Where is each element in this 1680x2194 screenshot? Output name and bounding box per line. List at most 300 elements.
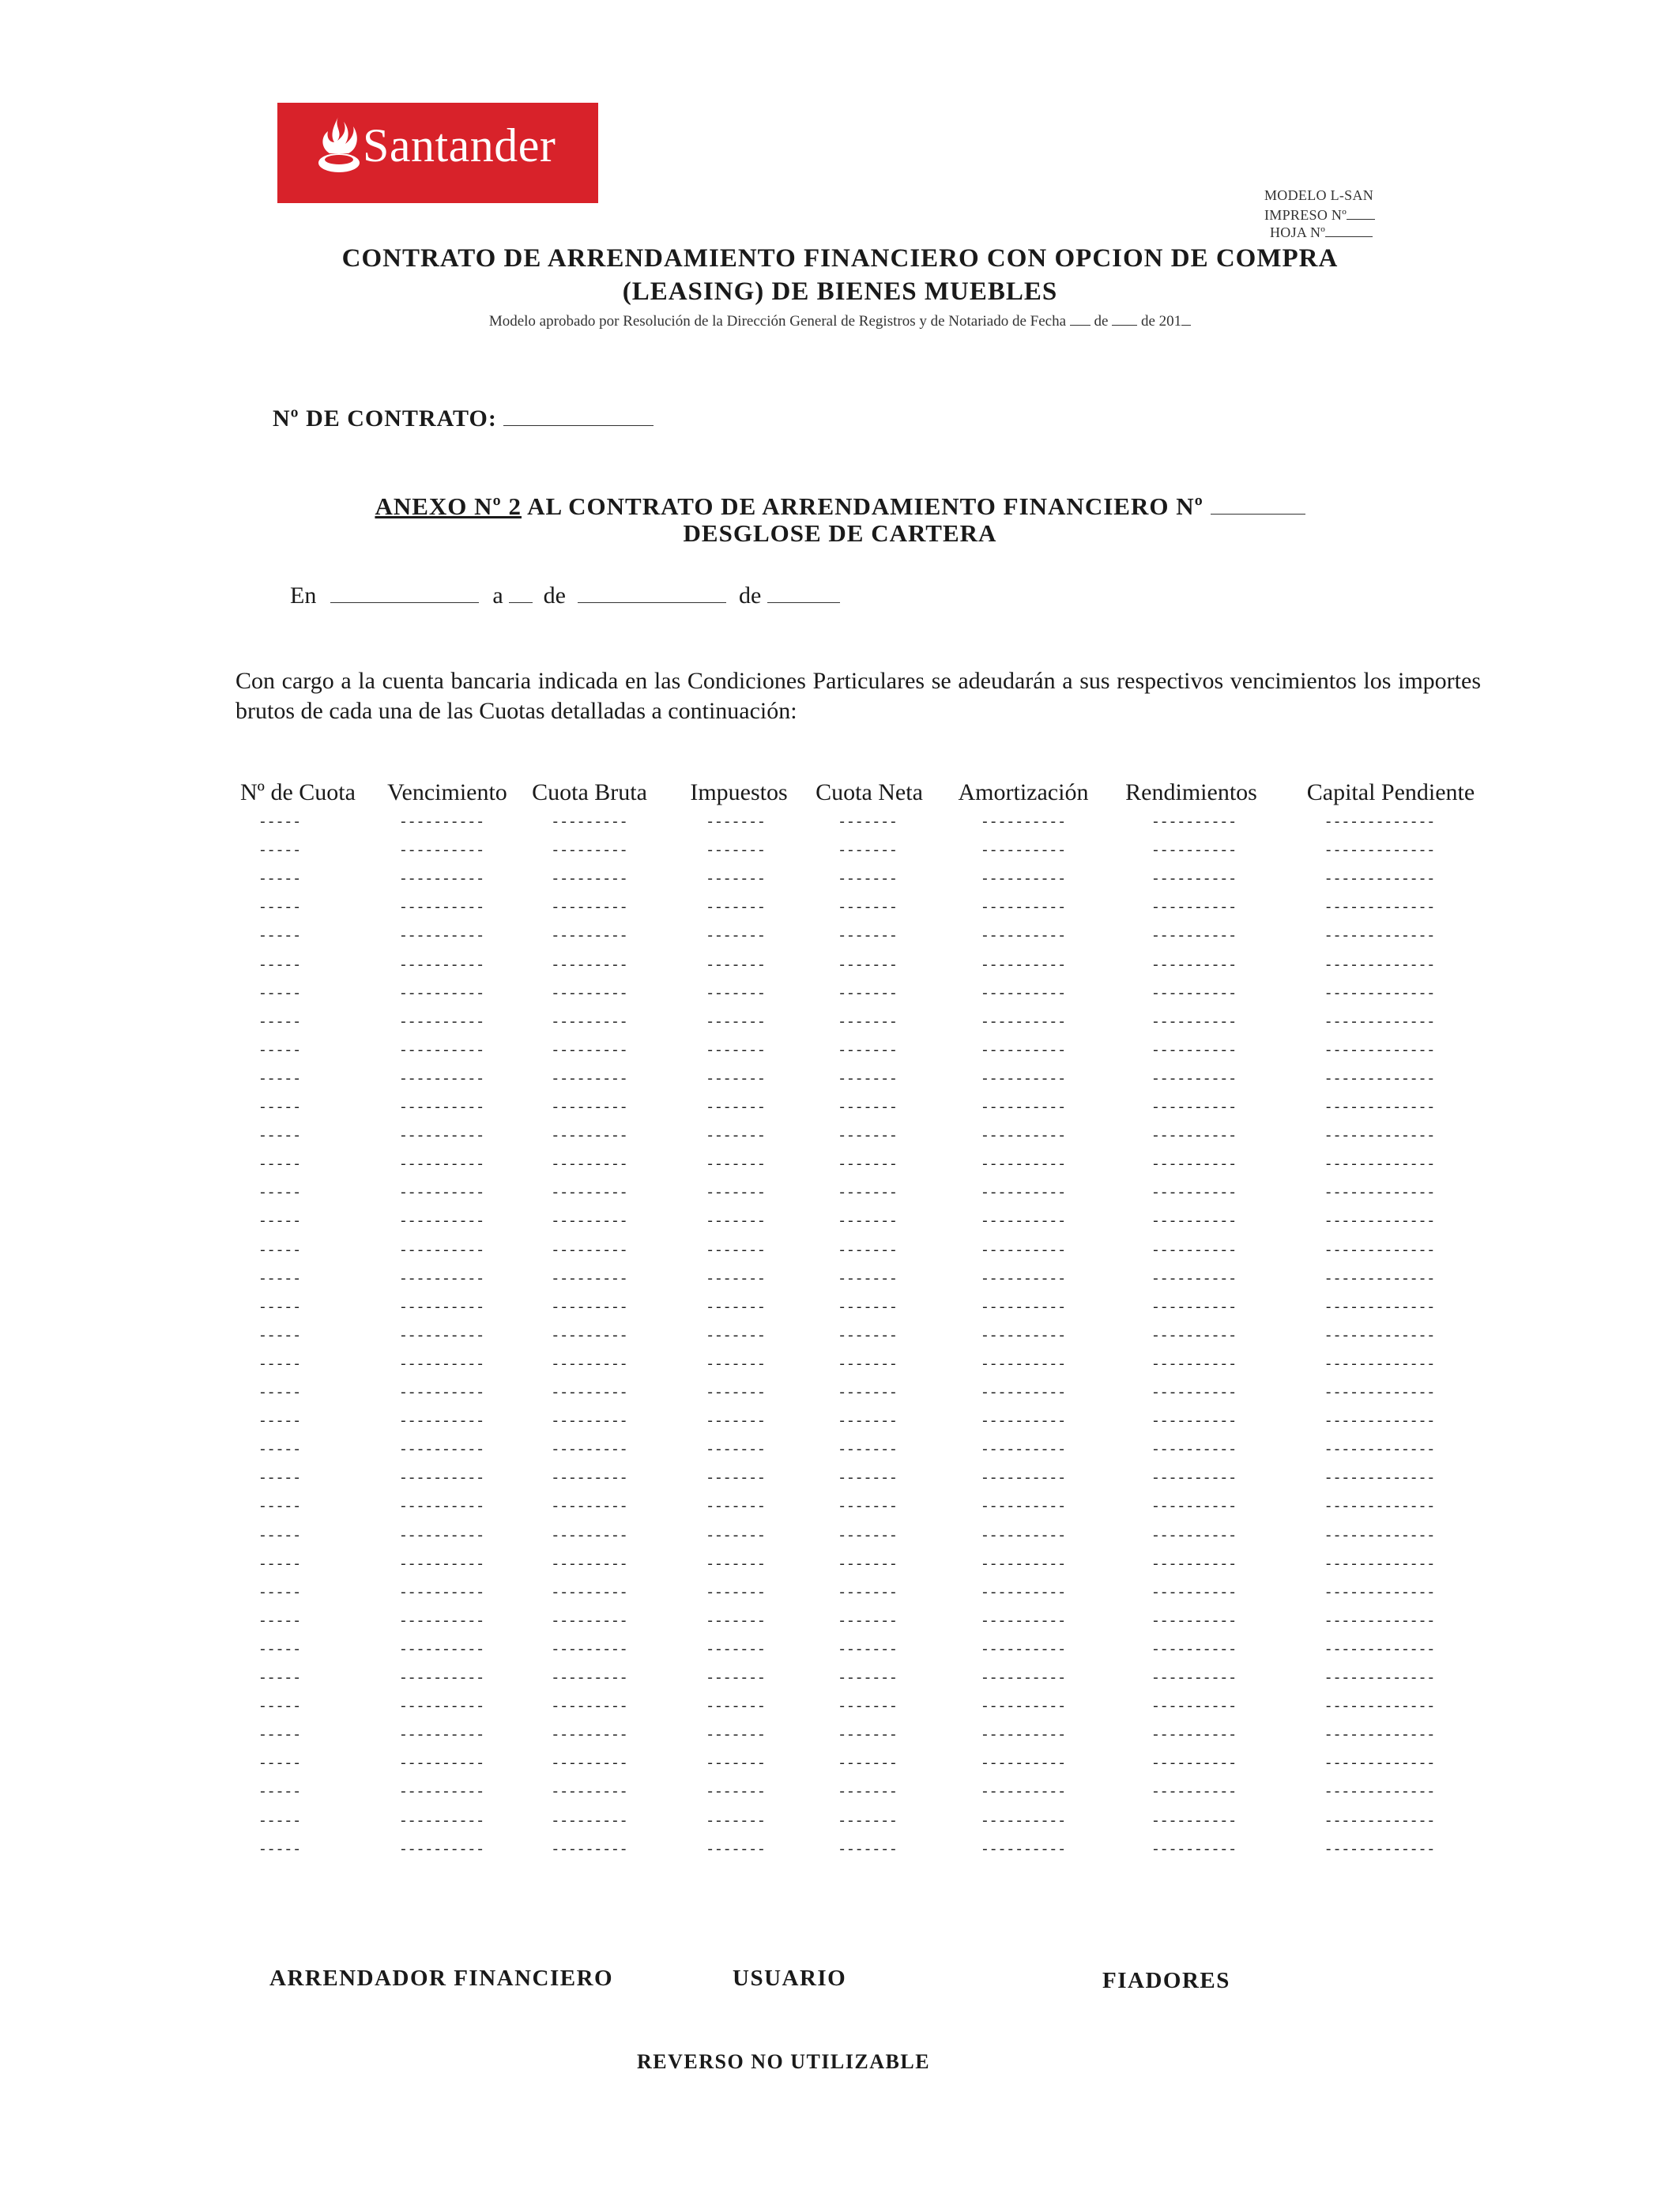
table-cell-placeholder: ---------- [1151, 843, 1237, 860]
table-cell-placeholder: ---------- [1151, 872, 1237, 888]
table-cell-placeholder: ------- [706, 1129, 766, 1145]
table-cell-placeholder: ---------- [398, 1528, 485, 1544]
table-cell-placeholder: ---------- [1151, 986, 1237, 1002]
table-cell-placeholder: ------------- [1324, 1242, 1436, 1259]
table-cell-placeholder: ------- [838, 1014, 898, 1031]
table-cell-placeholder: ---------- [1151, 1214, 1237, 1231]
table-cell-placeholder: ---------- [980, 1071, 1067, 1088]
signature-guarantors: FIADORES [1102, 1968, 1230, 1993]
table-cell-placeholder: ---------- [980, 1556, 1067, 1573]
table-cell-placeholder: --------- [551, 1756, 628, 1773]
table-cell-placeholder: --------- [551, 1728, 628, 1744]
table-cell-placeholder: ---------- [980, 1642, 1067, 1658]
contract-number-blank [503, 401, 654, 426]
table-cell-placeholder: ------- [838, 1556, 898, 1573]
table-cell-placeholder: ------------- [1324, 843, 1436, 860]
table-cell-placeholder: ---------- [398, 1471, 485, 1487]
table-cell-placeholder: ----- [258, 1442, 301, 1459]
table-cell-placeholder: ---------- [1151, 929, 1237, 945]
table-cell-placeholder: ------- [838, 1414, 898, 1431]
table-cell-placeholder: ---------- [398, 1613, 485, 1630]
sheet-number-blank [1325, 222, 1373, 237]
table-cell-placeholder: ---------- [1151, 1585, 1237, 1601]
table-cell-placeholder: ----- [258, 1242, 301, 1259]
table-cell-placeholder: ---------- [980, 900, 1067, 917]
table-cell-placeholder: ---------- [1151, 1157, 1237, 1174]
table-cell-placeholder: ---------- [980, 843, 1067, 860]
table-cell-placeholder: ----- [258, 1271, 301, 1287]
table-cell-placeholder: ------- [706, 1842, 766, 1858]
table-cell-placeholder: --------- [551, 1642, 628, 1658]
table-cell-placeholder: ------- [706, 1585, 766, 1601]
table-cell-placeholder: ---------- [980, 1014, 1067, 1031]
table-cell-placeholder: ------- [706, 1699, 766, 1716]
table-cell-placeholder: --------- [551, 900, 628, 917]
month-blank [578, 579, 726, 603]
table-cell-placeholder: ---------- [980, 1271, 1067, 1287]
table-cell-placeholder: ------------- [1324, 1499, 1436, 1516]
table-cell-placeholder: ---------- [980, 1242, 1067, 1259]
signature-user: USUARIO [733, 1966, 847, 1991]
table-cell-placeholder: ----- [258, 1356, 301, 1373]
approval-year-blank [1181, 310, 1191, 326]
table-cell-placeholder: ----- [258, 900, 301, 917]
table-cell-placeholder: ------- [706, 1613, 766, 1630]
table-cell-placeholder: --------- [551, 1299, 628, 1316]
table-cell-placeholder: ------- [706, 1471, 766, 1487]
table-cell-placeholder: ---------- [1151, 1129, 1237, 1145]
table-cell-placeholder: --------- [551, 872, 628, 888]
day-blank [509, 579, 533, 603]
table-cell-placeholder: ------- [838, 1242, 898, 1259]
table-cell-placeholder: ----- [258, 872, 301, 888]
table-cell-placeholder: ------- [706, 1100, 766, 1116]
col-header-cuota-bruta: Cuota Bruta [532, 779, 647, 805]
table-cell-placeholder: ------------- [1324, 872, 1436, 888]
table-cell-placeholder: ---------- [398, 900, 485, 917]
table-cell-placeholder: ---------- [1151, 1756, 1237, 1773]
reverse-notice: REVERSO NO UTILIZABLE [637, 2050, 931, 2073]
table-cell-placeholder: ---------- [980, 1385, 1067, 1401]
table-cell-placeholder: ------- [706, 1499, 766, 1516]
place-date-line [290, 579, 840, 609]
table-cell-placeholder: ------- [706, 815, 766, 831]
table-cell-placeholder: ---------- [1151, 1328, 1237, 1344]
table-cell-placeholder: ---------- [1151, 1299, 1237, 1316]
table-cell-placeholder: ---------- [398, 1071, 485, 1088]
table-cell-placeholder: ------- [838, 1642, 898, 1658]
approval-de: de [1094, 313, 1109, 330]
table-cell-placeholder: ------------- [1324, 1157, 1436, 1174]
table-cell-placeholder: ------- [838, 1385, 898, 1401]
table-cell-placeholder: ---------- [398, 1186, 485, 1202]
table-cell-placeholder: --------- [551, 1813, 628, 1830]
table-cell-placeholder: ----- [258, 1813, 301, 1830]
table-cell-placeholder: ------- [706, 1356, 766, 1373]
table-cell-placeholder: ------------- [1324, 1385, 1436, 1401]
table-cell-placeholder: ---------- [980, 1356, 1067, 1373]
table-cell-placeholder: ---------- [398, 1356, 485, 1373]
annex-subtitle: DESGLOSE DE CARTERA [683, 519, 997, 547]
table-cell-placeholder: ----- [258, 1129, 301, 1145]
table-cell-placeholder: ---------- [1151, 1385, 1237, 1401]
table-cell-placeholder: ------- [838, 815, 898, 831]
table-cell-placeholder: ------------- [1324, 1813, 1436, 1830]
table-cell-placeholder: ----- [258, 1728, 301, 1744]
table-cell-placeholder: ---------- [980, 1471, 1067, 1487]
table-cell-placeholder: ------- [838, 1671, 898, 1687]
table-cell-placeholder: ---------- [1151, 1271, 1237, 1287]
debit-paragraph: Con cargo a la cuenta bancaria indicada en las Condiciones Particulares se adeudarán a sus respectivos vencimientos los importes brutos de cada una de las Cuotas detalladas a continuación: [235, 668, 1481, 724]
table-cell-placeholder: --------- [551, 815, 628, 831]
table-cell-placeholder: ------- [706, 1328, 766, 1344]
table-cell-placeholder: ------------- [1324, 1613, 1436, 1630]
table-cell-placeholder: ------------- [1324, 1186, 1436, 1202]
table-cell-placeholder: ----- [258, 1613, 301, 1630]
date-de1: de [543, 582, 566, 609]
table-cell-placeholder: ----- [258, 1014, 301, 1031]
table-cell-placeholder: ---------- [398, 1442, 485, 1459]
table-cell-placeholder: ------- [706, 1785, 766, 1801]
col-header-cuota-number: Nº de Cuota [240, 779, 356, 805]
table-cell-placeholder: --------- [551, 1042, 628, 1059]
table-cell-placeholder: ----- [258, 1585, 301, 1601]
table-cell-placeholder: ------------- [1324, 900, 1436, 917]
table-cell-placeholder: ------- [838, 1328, 898, 1344]
table-cell-placeholder: --------- [551, 1385, 628, 1401]
table-cell-placeholder: ---------- [398, 1699, 485, 1716]
document-title-line2: (LEASING) DE BIENES MUEBLES [622, 277, 1058, 306]
table-cell-placeholder: ---------- [980, 1414, 1067, 1431]
table-cell-placeholder: --------- [551, 929, 628, 945]
table-cell-placeholder: ---------- [1151, 957, 1237, 974]
table-cell-placeholder: ---------- [980, 1499, 1067, 1516]
table-cell-placeholder: ---------- [398, 1499, 485, 1516]
table-cell-placeholder: ------- [838, 900, 898, 917]
table-cell-placeholder: --------- [551, 1271, 628, 1287]
table-cell-placeholder: ---------- [398, 929, 485, 945]
table-cell-placeholder: ---------- [398, 1671, 485, 1687]
table-cell-placeholder: ---------- [980, 1585, 1067, 1601]
place-en: En [290, 582, 317, 609]
table-cell-placeholder: ------- [706, 1756, 766, 1773]
table-cell-placeholder: --------- [551, 1699, 628, 1716]
table-cell-placeholder: ----- [258, 1100, 301, 1116]
table-cell-placeholder: ------- [838, 843, 898, 860]
signature-lessor: ARRENDADOR FINANCIERO [269, 1966, 614, 1991]
table-cell-placeholder: ----- [258, 1328, 301, 1344]
approval-year: de 201 [1140, 313, 1182, 330]
table-cell-placeholder: ---------- [1151, 1100, 1237, 1116]
col-header-impuestos: Impuestos [690, 779, 788, 805]
table-cell-placeholder: ---------- [398, 1242, 485, 1259]
table-cell-placeholder: --------- [551, 957, 628, 974]
table-cell-placeholder: ------------- [1324, 815, 1436, 831]
table-cell-placeholder: --------- [551, 1585, 628, 1601]
annex-title-text: AL CONTRATO DE ARRENDAMIENTO FINANCIERO Nº [527, 492, 1203, 520]
table-cell-placeholder: ------- [706, 843, 766, 860]
table-cell-placeholder: --------- [551, 1442, 628, 1459]
table-cell-placeholder: ---------- [980, 1328, 1067, 1344]
date-a: a [492, 582, 503, 609]
table-cell-placeholder: --------- [551, 1157, 628, 1174]
table-cell-placeholder: ------- [838, 1214, 898, 1231]
table-cell-placeholder: ---------- [980, 1842, 1067, 1858]
table-cell-placeholder: ---------- [980, 1785, 1067, 1801]
table-cell-placeholder: ----- [258, 1756, 301, 1773]
table-cell-placeholder: ----- [258, 929, 301, 945]
table-cell-placeholder: --------- [551, 1328, 628, 1344]
table-cell-placeholder: ---------- [398, 1214, 485, 1231]
table-cell-placeholder: ------- [838, 1071, 898, 1088]
table-cell-placeholder: --------- [551, 843, 628, 860]
table-cell-placeholder: ----- [258, 1699, 301, 1716]
table-cell-placeholder: ---------- [980, 929, 1067, 945]
table-cell-placeholder: ---------- [1151, 1414, 1237, 1431]
table-cell-placeholder: --------- [551, 1556, 628, 1573]
table-cell-placeholder: ------- [838, 1356, 898, 1373]
table-cell-placeholder: ---------- [1151, 1813, 1237, 1830]
table-cell-placeholder: ------------- [1324, 1042, 1436, 1059]
table-cell-placeholder: ---------- [398, 1129, 485, 1145]
table-cell-placeholder: ------------- [1324, 1414, 1436, 1431]
col-header-cuota-neta: Cuota Neta [816, 779, 923, 805]
sheet-number [1270, 222, 1373, 241]
table-cell-placeholder: ---------- [1151, 1642, 1237, 1658]
table-cell-placeholder: ---------- [980, 1756, 1067, 1773]
table-cell-placeholder: ---------- [1151, 1471, 1237, 1487]
table-cell-placeholder: ----- [258, 957, 301, 974]
table-cell-placeholder: ------- [706, 872, 766, 888]
table-cell-placeholder: ------------- [1324, 1556, 1436, 1573]
table-cell-placeholder: --------- [551, 1129, 628, 1145]
table-cell-placeholder: ------- [838, 1728, 898, 1744]
table-cell-placeholder: ---------- [1151, 1186, 1237, 1202]
printed-number-blank [1347, 205, 1375, 220]
document-title: CONTRATO DE ARRENDAMIENTO FINANCIERO CON OPCION DE COMPRA [341, 244, 1339, 273]
table-cell-placeholder: ------- [706, 1214, 766, 1231]
table-cell-placeholder: ------- [838, 1699, 898, 1716]
table-cell-placeholder: ------------- [1324, 1328, 1436, 1344]
table-cell-placeholder: --------- [551, 1186, 628, 1202]
table-cell-placeholder: ---------- [398, 1842, 485, 1858]
table-cell-placeholder: ------------- [1324, 1442, 1436, 1459]
table-cell-placeholder: ---------- [1151, 900, 1237, 917]
table-cell-placeholder: ----- [258, 1499, 301, 1516]
table-cell-placeholder: ----- [258, 815, 301, 831]
table-cell-placeholder: ---------- [1151, 1242, 1237, 1259]
table-cell-placeholder: ---------- [1151, 1842, 1237, 1858]
table-cell-placeholder: ---------- [398, 1414, 485, 1431]
table-cell-placeholder: ---------- [398, 1585, 485, 1601]
table-cell-placeholder: ------------- [1324, 1842, 1436, 1858]
year-blank [767, 579, 840, 603]
table-cell-placeholder: --------- [551, 1671, 628, 1687]
table-cell-placeholder: ---------- [980, 1671, 1067, 1687]
table-cell-placeholder: ---------- [980, 1186, 1067, 1202]
col-header-amortizacion: Amortización [958, 779, 1089, 805]
table-cell-placeholder: ------- [706, 1385, 766, 1401]
table-cell-placeholder: ---------- [398, 872, 485, 888]
table-cell-placeholder: ------------- [1324, 1528, 1436, 1544]
contract-number [273, 401, 654, 432]
table-cell-placeholder: ---------- [980, 1100, 1067, 1116]
table-cell-placeholder: ------- [706, 1157, 766, 1174]
table-cell-placeholder: ---------- [1151, 1556, 1237, 1573]
table-cell-placeholder: ---------- [980, 815, 1067, 831]
table-cell-placeholder: ---------- [1151, 1528, 1237, 1544]
table-cell-placeholder: ------- [838, 1756, 898, 1773]
table-cell-placeholder: ---------- [398, 1785, 485, 1801]
table-cell-placeholder: ------- [706, 929, 766, 945]
table-cell-placeholder: ----- [258, 1414, 301, 1431]
table-cell-placeholder: ----- [258, 986, 301, 1002]
table-cell-placeholder: ----- [258, 843, 301, 860]
table-cell-placeholder: --------- [551, 986, 628, 1002]
table-cell-placeholder: --------- [551, 1100, 628, 1116]
table-cell-placeholder: ---------- [1151, 1728, 1237, 1744]
table-cell-placeholder: ----- [258, 1186, 301, 1202]
table-cell-placeholder: ------- [706, 1299, 766, 1316]
table-cell-placeholder: ---------- [980, 1442, 1067, 1459]
table-cell-placeholder: ------- [838, 1186, 898, 1202]
table-cell-placeholder: ----- [258, 1785, 301, 1801]
annex-contract-blank [1211, 489, 1305, 515]
table-cell-placeholder: ------------- [1324, 1585, 1436, 1601]
table-cell-placeholder: ------- [838, 1100, 898, 1116]
table-cell-placeholder: ---------- [980, 986, 1067, 1002]
table-cell-placeholder: ------- [706, 1671, 766, 1687]
annex-title [0, 489, 1680, 521]
table-cell-placeholder: ---------- [1151, 1785, 1237, 1801]
flame-icon [317, 112, 361, 185]
table-cell-placeholder: ------- [706, 1528, 766, 1544]
table-cell-placeholder: ------- [838, 1299, 898, 1316]
table-cell-placeholder: ---------- [398, 1813, 485, 1830]
table-cell-placeholder: ---------- [1151, 1671, 1237, 1687]
table-cell-placeholder: ------------- [1324, 1299, 1436, 1316]
table-cell-placeholder: ---------- [398, 1385, 485, 1401]
table-cell-placeholder: ------- [838, 1471, 898, 1487]
table-cell-placeholder: ---------- [398, 1299, 485, 1316]
table-cell-placeholder: ---------- [398, 1728, 485, 1744]
table-cell-placeholder: ---------- [398, 957, 485, 974]
table-cell-placeholder: ------- [838, 1585, 898, 1601]
sheet-number-label: HOJA Nº [1270, 224, 1326, 240]
table-cell-placeholder: ------------- [1324, 1728, 1436, 1744]
table-cell-placeholder: ------------- [1324, 1356, 1436, 1373]
table-cell-placeholder: --------- [551, 1613, 628, 1630]
printed-number [1264, 205, 1375, 224]
table-cell-placeholder: ---------- [398, 1271, 485, 1287]
table-cell-placeholder: ---------- [398, 1100, 485, 1116]
table-cell-placeholder: ------- [706, 1642, 766, 1658]
table-cell-placeholder: ------------- [1324, 1214, 1436, 1231]
table-cell-placeholder: ----- [258, 1071, 301, 1088]
table-cell-placeholder: ---------- [980, 1613, 1067, 1630]
table-cell-placeholder: ---------- [1151, 1071, 1237, 1088]
table-cell-placeholder: ------- [838, 986, 898, 1002]
table-cell-placeholder: --------- [551, 1356, 628, 1373]
col-header-capital-pendiente: Capital Pendiente [1306, 779, 1475, 805]
table-cell-placeholder: ------- [706, 1271, 766, 1287]
model-code: MODELO L-SAN [1264, 187, 1374, 203]
approval-day-blank [1070, 310, 1090, 326]
table-cell-placeholder: ---------- [1151, 1442, 1237, 1459]
table-cell-placeholder: ------- [706, 1042, 766, 1059]
table-cell-placeholder: ------- [706, 957, 766, 974]
table-cell-placeholder: ------- [706, 1242, 766, 1259]
table-cell-placeholder: ---------- [398, 1014, 485, 1031]
table-cell-placeholder: ------------- [1324, 1756, 1436, 1773]
table-cell-placeholder: ------- [706, 1728, 766, 1744]
table-cell-placeholder: --------- [551, 1528, 628, 1544]
table-cell-placeholder: --------- [551, 1414, 628, 1431]
table-cell-placeholder: ------------- [1324, 1671, 1436, 1687]
table-cell-placeholder: ------- [838, 1785, 898, 1801]
table-cell-placeholder: ------- [838, 872, 898, 888]
table-cell-placeholder: ---------- [1151, 815, 1237, 831]
table-cell-placeholder: ----- [258, 1842, 301, 1858]
table-cell-placeholder: --------- [551, 1014, 628, 1031]
table-cell-placeholder: ---------- [398, 1042, 485, 1059]
table-cell-placeholder: ---------- [398, 1157, 485, 1174]
table-cell-placeholder: ---------- [980, 957, 1067, 974]
table-cell-placeholder: ---------- [1151, 1042, 1237, 1059]
contract-number-label: Nº DE CONTRATO: [273, 405, 497, 432]
annex-number: ANEXO Nº 2 [375, 492, 522, 520]
table-cell-placeholder: ------------- [1324, 929, 1436, 945]
col-header-vencimiento: Vencimiento [387, 779, 507, 805]
table-cell-placeholder: ----- [258, 1042, 301, 1059]
table-cell-placeholder: ----- [258, 1528, 301, 1544]
table-cell-placeholder: ---------- [980, 1129, 1067, 1145]
table-cell-placeholder: ---------- [398, 1328, 485, 1344]
table-cell-placeholder: ------------- [1324, 1471, 1436, 1487]
table-cell-placeholder: ------- [838, 1442, 898, 1459]
col-header-rendimientos: Rendimientos [1125, 779, 1257, 805]
table-cell-placeholder: ------- [706, 900, 766, 917]
table-cell-placeholder: ---------- [398, 1756, 485, 1773]
table-cell-placeholder: ------- [838, 1528, 898, 1544]
table-cell-placeholder: ------------- [1324, 1014, 1436, 1031]
table-cell-placeholder: ------- [838, 1129, 898, 1145]
table-cell-placeholder: ------- [838, 929, 898, 945]
table-cell-placeholder: ------------- [1324, 1642, 1436, 1658]
table-cell-placeholder: ------- [706, 1442, 766, 1459]
table-cell-placeholder: --------- [551, 1242, 628, 1259]
table-cell-placeholder: ---------- [398, 1556, 485, 1573]
table-cell-placeholder: ---------- [980, 1728, 1067, 1744]
approval-month-blank [1112, 310, 1137, 326]
table-cell-placeholder: --------- [551, 1499, 628, 1516]
table-cell-placeholder: ------- [838, 1042, 898, 1059]
table-cell-placeholder: --------- [551, 1471, 628, 1487]
table-cell-placeholder: ----- [258, 1671, 301, 1687]
table-cell-placeholder: ------- [838, 1813, 898, 1830]
table-cell-placeholder: ------- [838, 957, 898, 974]
table-cell-placeholder: ------- [706, 1556, 766, 1573]
table-cell-placeholder: ----- [258, 1214, 301, 1231]
table-cell-placeholder: ---------- [1151, 1613, 1237, 1630]
table-cell-placeholder: ------- [706, 1186, 766, 1202]
table-cell-placeholder: ---------- [980, 1699, 1067, 1716]
approval-text: Modelo aprobado por Resolución de la Dirección General de Registros y de Notariado de Fecha [488, 313, 1067, 330]
table-cell-placeholder: ------- [706, 1414, 766, 1431]
table-cell-placeholder: ---------- [980, 1214, 1067, 1231]
table-cell-placeholder: ------- [706, 1014, 766, 1031]
table-cell-placeholder: ----- [258, 1471, 301, 1487]
